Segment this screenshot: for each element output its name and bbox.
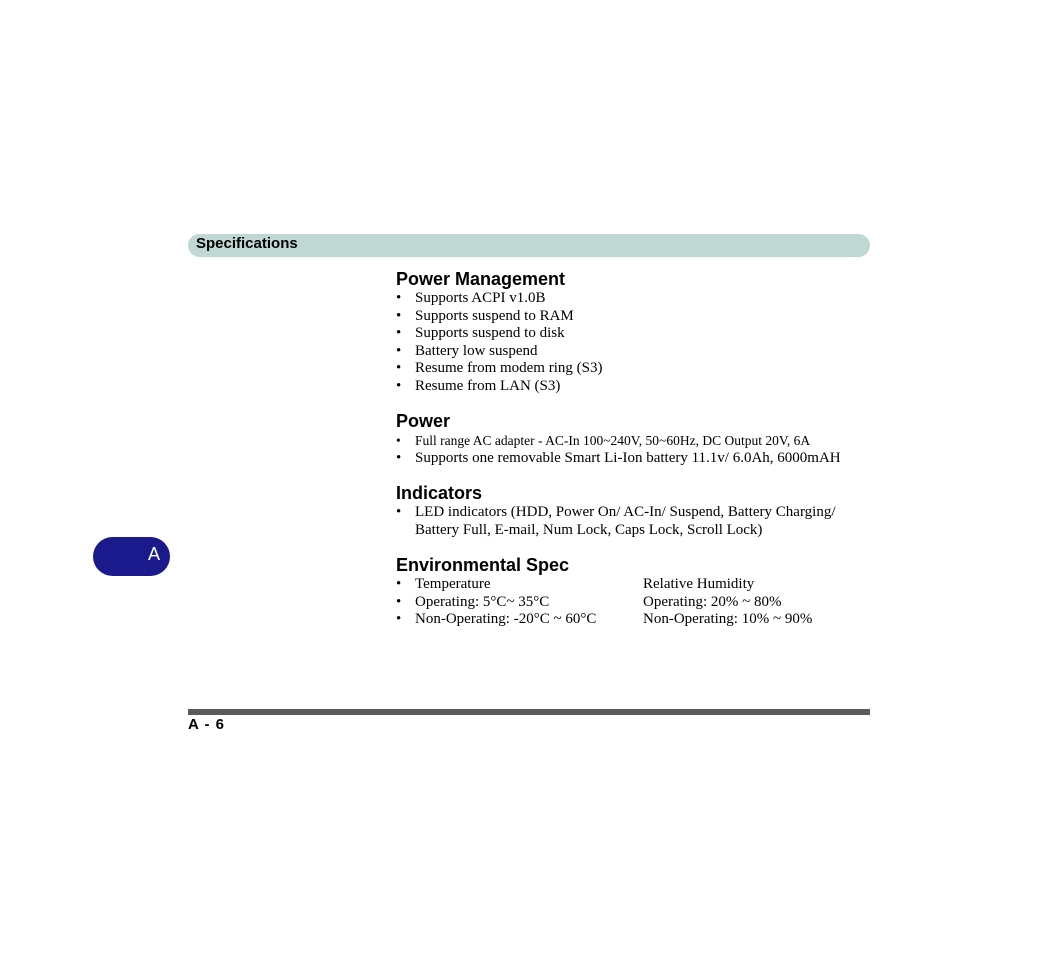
indicators-list (396, 504, 870, 539)
env-left-cell: • Temperature (415, 576, 491, 592)
list-item: • Supports suspend to RAM (396, 308, 870, 326)
list-item (396, 611, 870, 629)
section-header-bar (188, 234, 870, 257)
env-right-cell: Relative Humidity (643, 576, 755, 592)
env-left-cell: • Non-Operating: -20°C ~ 60°C (415, 611, 597, 627)
list-item: • Supports ACPI v1.0B (396, 290, 870, 308)
indicators-title: Indicators (396, 483, 483, 503)
list-item: • LED indicators (HDD, Power On/ AC-In/ Suspend, Battery Charging/ Battery Full, E-mail, Num Lock, Caps Lock, Scroll Lock) (396, 504, 870, 539)
environmental-list (396, 576, 870, 629)
list-item: • Full range AC adapter - AC-In 100~240V, 50~60Hz, DC Output 20V, 6A (396, 432, 870, 450)
page-number: A - 6 (188, 716, 225, 733)
spec-content (396, 268, 870, 629)
environmental-title: Environmental Spec (396, 555, 570, 575)
power-management-title: Power Management (396, 269, 566, 289)
env-right-cell: Non-Operating: 10% ~ 90% (643, 611, 813, 627)
list-item: • Supports suspend to disk (396, 325, 870, 343)
list-item (396, 576, 870, 594)
appendix-tab (93, 537, 170, 576)
env-left-cell: • Operating: 5°C~ 35°C (415, 593, 550, 610)
list-item: • Resume from modem ring (S3) (396, 360, 870, 378)
section-header-title: Specifications (196, 235, 298, 252)
list-item: • Supports one removable Smart Li-Ion battery 11.1v/ 6.0Ah, 6000mAH (396, 450, 870, 468)
list-item: • Battery low suspend (396, 343, 870, 361)
footer-divider (188, 709, 870, 715)
list-item (396, 594, 870, 612)
power-list (396, 432, 870, 467)
list-item: • Resume from LAN (S3) (396, 378, 870, 396)
appendix-tab-label: A (147, 544, 160, 564)
power-management-list (396, 290, 870, 395)
power-title: Power (396, 411, 451, 431)
env-right-cell: Operating: 20% ~ 80% (643, 593, 782, 610)
